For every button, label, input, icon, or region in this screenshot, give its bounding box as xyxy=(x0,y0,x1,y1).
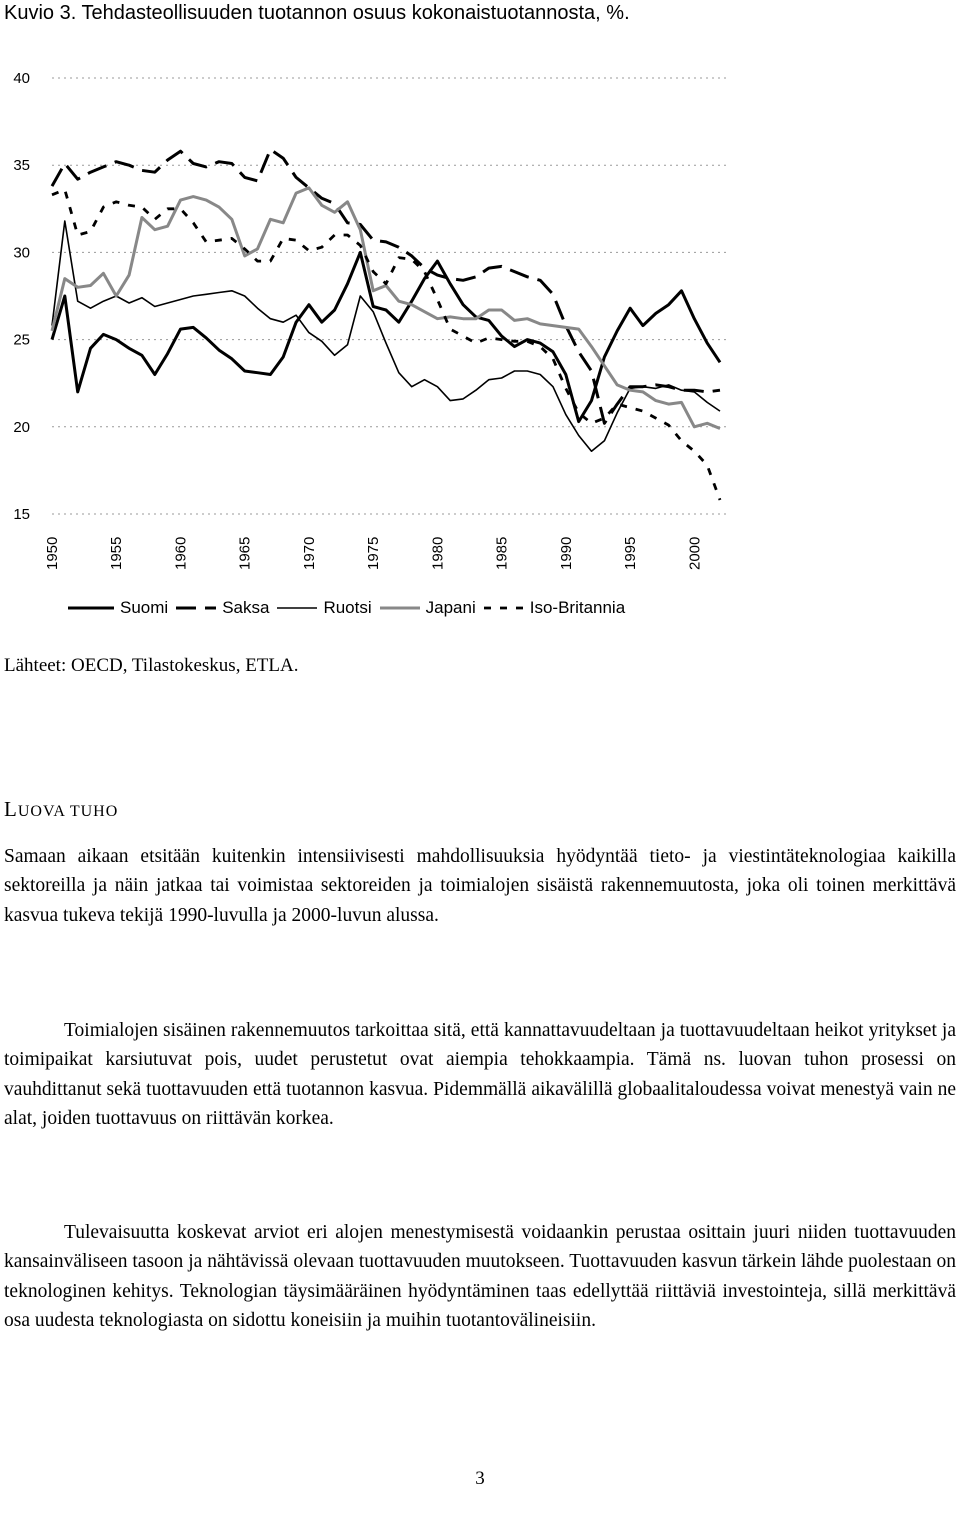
legend-swatch xyxy=(484,603,524,613)
legend-label: Saksa xyxy=(222,598,270,617)
chart-x-tick-labels xyxy=(44,537,703,570)
legend-label: Iso-Britannia xyxy=(529,598,626,617)
x-tick-label: 1995 xyxy=(622,536,640,570)
x-tick-label: 2000 xyxy=(686,536,704,570)
chart-series xyxy=(52,150,720,501)
series-line-japani xyxy=(52,188,720,429)
legend-swatch xyxy=(380,603,420,613)
section-title xyxy=(4,797,118,822)
legend-item xyxy=(484,598,625,618)
legend-swatch xyxy=(68,603,114,613)
legend-item xyxy=(176,598,269,618)
x-tick-label: 1975 xyxy=(365,536,383,570)
x-tick-label: 1990 xyxy=(557,536,575,570)
legend-swatch xyxy=(176,603,216,613)
paragraph-2: Toimialojen sisäinen rakennemuutos tarkoittaa sitä, että kannattavuudeltaan ja tuottavuudeltaan heikot yritykset ja toimipaikat karsiutuvat pois, uudet perustetut ovat aiempia tehokkaampia. Tämä ns. luovan tuhon prosessi on vauhdittanut sekä tuottavuuden että tuotannon kasvua. Pidemmällä aikavälillä globaalitaloudessa voivat menestyä vain ne alat, joiden tuottavuus on riittävän korkea. xyxy=(4,1020,956,1130)
section-title-rest: UOVA TUHO xyxy=(17,803,119,820)
x-tick-label: 1985 xyxy=(493,536,511,570)
y-tick-label: 20 xyxy=(13,418,30,436)
series-line-ruotsi xyxy=(52,221,720,451)
y-tick-label: 15 xyxy=(13,506,30,523)
chart-legend xyxy=(68,595,633,621)
x-tick-label: 1950 xyxy=(44,536,61,570)
section-title-initial: L xyxy=(4,797,18,821)
legend-item xyxy=(277,598,371,618)
x-tick-label: 1970 xyxy=(300,536,318,570)
line-chart xyxy=(0,40,960,585)
chart-gridlines xyxy=(52,78,728,514)
y-tick-label: 30 xyxy=(13,244,30,262)
y-tick-label: 40 xyxy=(13,70,30,87)
page-number: 3 xyxy=(475,1468,485,1489)
x-tick-label: 1980 xyxy=(429,536,447,570)
legend-label: Ruotsi xyxy=(323,598,372,617)
figure-source: Lähteet: OECD, Tilastokeskus, ETLA. xyxy=(4,655,299,676)
x-tick-label: 1955 xyxy=(108,536,126,570)
figure-caption: Kuvio 3. Tehdasteollisuuden tuotannon osuus kokonaistuotannosta, %. xyxy=(4,2,630,24)
chart-y-tick-labels xyxy=(13,70,30,523)
legend-item xyxy=(68,598,168,618)
legend-item xyxy=(380,598,476,618)
x-tick-label: 1960 xyxy=(172,536,190,570)
legend-label: Suomi xyxy=(120,598,169,617)
paragraph-1: Samaan aikaan etsitään kuitenkin intensiivisesti mahdollisuuksia hyödyntää tieto- ja viestintäteknologiaa kaikilla sektoreilla ja näin jatkaa tai voimistaa sektoreiden ja toimialojen sisäistä rakennemuutosta, joka oli toinen merkittävä kasvua tukeva tekijä 1990-luvulla ja 2000-luvun alussa. xyxy=(4,846,956,926)
legend-label: Japani xyxy=(425,598,476,617)
paragraph-3: Tulevaisuutta koskevat arviot eri alojen menestymisestä voidaankin perustaa osittain juuri niiden tuottavuuden kansainväliseen tasoon ja nähtävissä olevaan tuottavuuden muutokseen. Tuottavuuden kasvun tärkein lähde puolestaan on teknologinen kehitys. Teknologian täysimääräinen hyödyntäminen taas edellyttää riittäviä investointeja, sillä merkittävä osa uudesta teknologiasta on sidottu koneisiin ja muihin tuotantovälineisiin. xyxy=(4,1222,956,1332)
series-line-suomi xyxy=(52,252,720,421)
x-tick-label: 1965 xyxy=(236,536,254,570)
y-tick-label: 35 xyxy=(13,157,30,175)
legend-swatch xyxy=(277,603,317,613)
y-tick-label: 25 xyxy=(13,331,30,349)
